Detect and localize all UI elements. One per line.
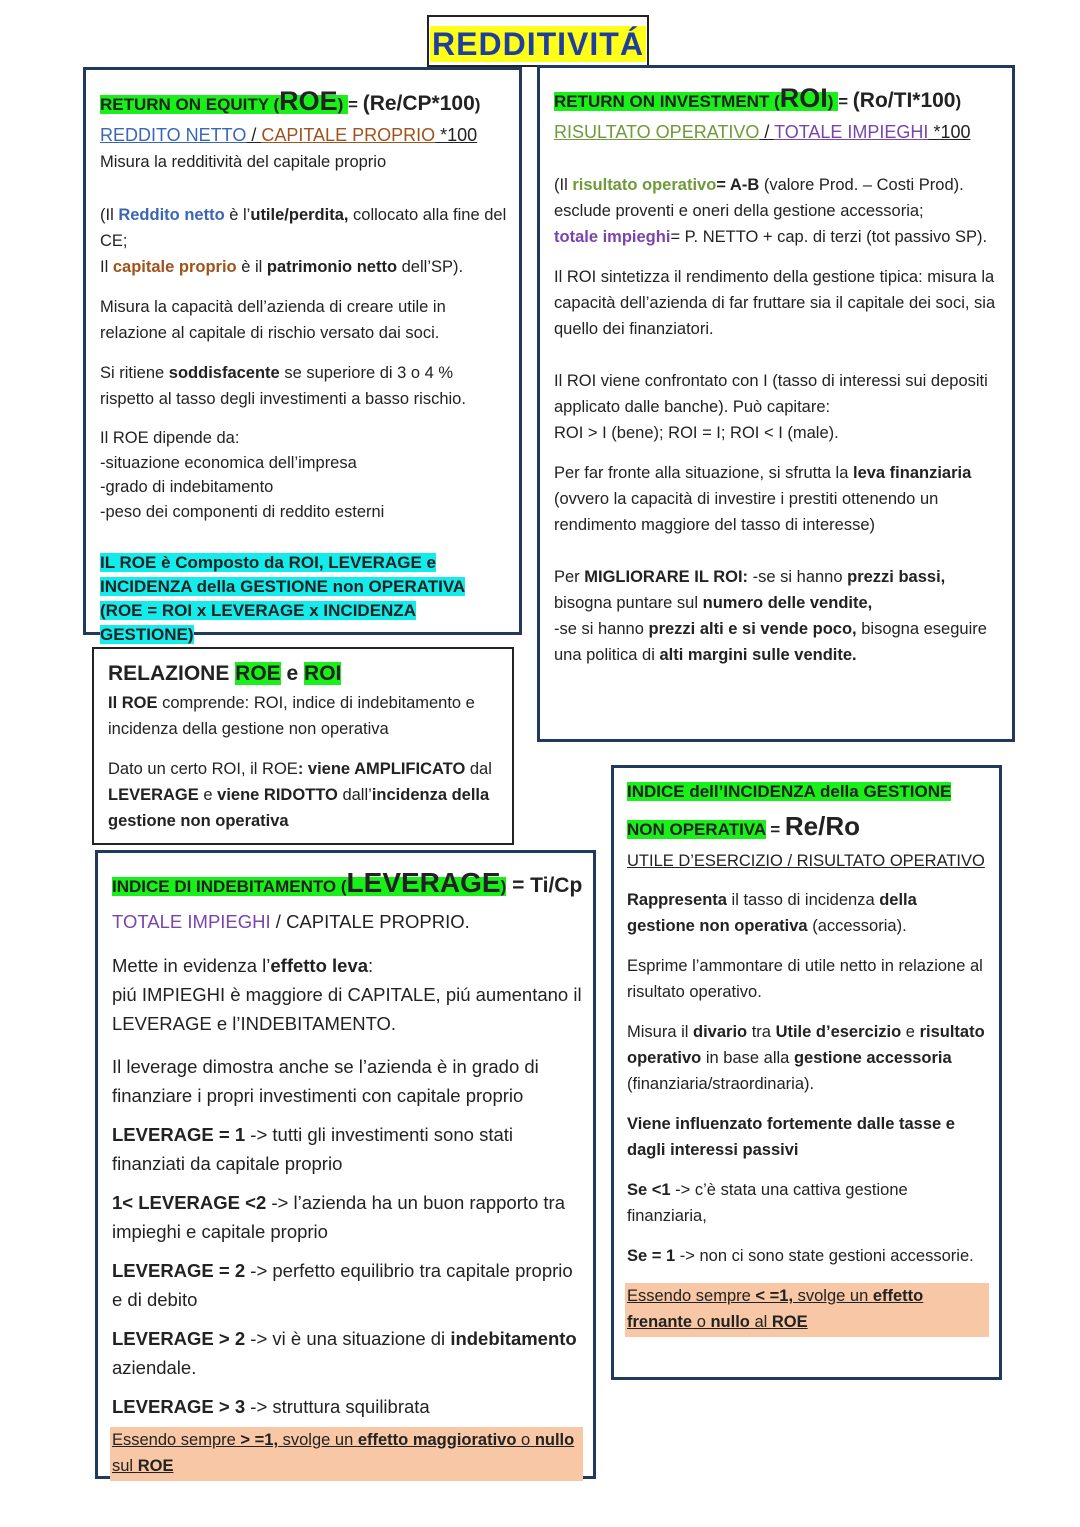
leverage-header: INDICE DI INDEBITAMENTO (LEVERAGE) = Ti/Cp (112, 867, 583, 898)
roi-improve: Per MIGLIORARE IL ROI: -se si hanno prezzi bassi, bisogna puntare sul numero delle vendite, -se si hanno prezzi alti e si vende poco, bisogna eseguire una politica di alti margini sulle vendite. (554, 568, 987, 664)
leverage-acronym: LEVERAGE (346, 867, 501, 898)
leverage-formula-line: TOTALE IMPIEGHI / CAPITALE PROPRIO. (112, 911, 470, 932)
leverage-rule-5: LEVERAGE > 3 -> struttura squilibrata (112, 1396, 430, 1417)
page-title-box (427, 15, 649, 67)
leverage-effect: Mette in evidenza l’effetto leva: piú IMPIEGHI è maggiore di CAPITALE, piú aumentano il LEVERAGE e l’INDEBITAMENTO. (112, 955, 582, 1034)
incidence-represents: Rappresenta il tasso di incidenza della gestione non operativa (accessoria). (627, 891, 917, 935)
roi-formula: (Ro/TI*100 (852, 89, 956, 112)
leverage-rule-1: LEVERAGE = 1 -> tutti gli investimenti sono stati finanziati da capitale proprio (112, 1124, 513, 1174)
incidence-gap: Misura il divario tra Utile d’esercizio e risultato operativo in base alla gestione accessoria (finanziaria/straordinaria). (627, 1023, 985, 1093)
incidence-rule-2: Se = 1 -> non ci sono state gestioni accessorie. (627, 1247, 974, 1265)
leverage-rule-3: LEVERAGE = 2 -> perfetto equilibrio tra capitale proprio e di debito (112, 1260, 573, 1310)
roi-acronym: ROI (779, 83, 828, 113)
roe-definitions: (Il Reddito netto è l’utile/perdita, collocato alla fine del CE; Il capitale proprio è il patrimonio netto dell’SP). (100, 206, 507, 276)
roi-synthesis: Il ROI sintetizza il rendimento della gestione tipica: misura la capacità dell’azienda di far fruttare sia il capitale dei soci, sia quello dei finanziatori. (554, 268, 996, 338)
incidence-formula-line: UTILE D’ESERCIZIO / RISULTATO OPERATIVO (627, 852, 985, 870)
roe-capacity: Misura la capacità dell’azienda di creare utile in relazione al capitale di rischio versato dai soci. (100, 298, 446, 342)
relation-box (92, 647, 514, 845)
roe-formula: (Re/CP*100 (362, 92, 475, 115)
incidence-formula: Re/Ro (784, 811, 861, 841)
incidence-rule-1: Se <1 -> c’è stata una cattiva gestione finanziaria, (627, 1181, 908, 1225)
roe-header: RETURN ON EQUITY (ROE) = (Re/CP*100) (100, 86, 481, 116)
roe-description: Misura la redditività del capitale proprio (100, 153, 387, 171)
roi-formula-line: RISULTATO OPERATIVO / TOTALE IMPIEGHI *100 (554, 122, 971, 142)
relation-header: RELAZIONE ROE e ROI (108, 662, 342, 685)
roi-box (537, 65, 1015, 742)
roi-comparison: Il ROI viene confrontato con I (tasso di interessi sui depositi applicato dalle banche). Può capitare: ROI > I (bene); ROI = I; ROI < I (male). (554, 372, 988, 442)
incidence-header-line1: INDICE dell’INCIDENZA della GESTIONE (627, 782, 952, 801)
roe-box (83, 67, 522, 644)
roe-acronym: ROE (279, 86, 338, 116)
page-title: REDDITIVITÁ (432, 26, 644, 62)
relation-effect: Dato un certo ROI, il ROE: viene AMPLIFICATO dal LEVERAGE e viene RIDOTTO dall’incidenza della gestione non operativa (108, 760, 492, 830)
roe-formula-line: REDDITO NETTO / CAPITALE PROPRIO *100 (100, 125, 478, 145)
incidence-expresses: Esprime l’ammontare di utile netto in relazione al risultato operativo. (627, 957, 983, 1001)
roi-definitions: (Il risultato operativo= A-B (valore Prod. – Costi Prod). esclude proventi e oneri della gestione accessoria; totale impieghi= P. NETTO + cap. di terzi (tot passivo SP). (554, 176, 988, 246)
incidence-influence: Viene influenzato fortemente dalle tasse e dagli interessi passivi (627, 1115, 955, 1159)
roe-composition: IL ROE è Composto da ROI, LEVERAGE e INCIDENZA della GESTIONE non OPERATIVA (ROE = ROI x LEVERAGE x INCIDENZA GESTIONE) (100, 553, 466, 644)
roe-dependencies: Il ROE dipende da: -situazione economica dell’impresa -grado di indebitamento -peso dei componenti di reddito esterni (100, 429, 385, 521)
leverage-formula: = Ti/Cp (506, 874, 583, 897)
incidence-note: Essendo sempre < =1, svolge un effetto frenante o nullo al ROE (625, 1283, 989, 1337)
leverage-note: Essendo sempre > =1, svolge un effetto maggiorativo o nullo sul ROE (110, 1427, 583, 1481)
roi-leverage-note: Per far fronte alla situazione, si sfrutta la leva finanziaria (ovvero la capacità di investire i prestiti ottenendo un rendimento maggiore del tasso di interesse) (554, 464, 972, 534)
leverage-box (95, 850, 596, 1479)
leverage-rule-4: LEVERAGE > 2 -> vi è una situazione di indebitamento aziendale. (112, 1328, 577, 1378)
leverage-financing: Il leverage dimostra anche se l’azienda è in grado di finanziare i propri investimenti con capitale proprio (112, 1056, 539, 1106)
roi-header: RETURN ON INVESTMENT (ROI) = (Ro/TI*100) (554, 83, 962, 113)
incidence-header-line2: NON OPERATIVA = Re/Ro (627, 811, 861, 841)
roe-threshold: Si ritiene soddisfacente se superiore di 3 o 4 % rispetto al tasso degli investimenti a basso rischio. (100, 364, 466, 408)
leverage-rule-2: 1< LEVERAGE <2 -> l’azienda ha un buon rapporto tra impieghi e capitale proprio (112, 1192, 566, 1242)
incidence-box (611, 765, 1002, 1380)
relation-components: Il ROE comprende: ROI, indice di indebitamento e incidenza della gestione non operativa (108, 694, 475, 738)
